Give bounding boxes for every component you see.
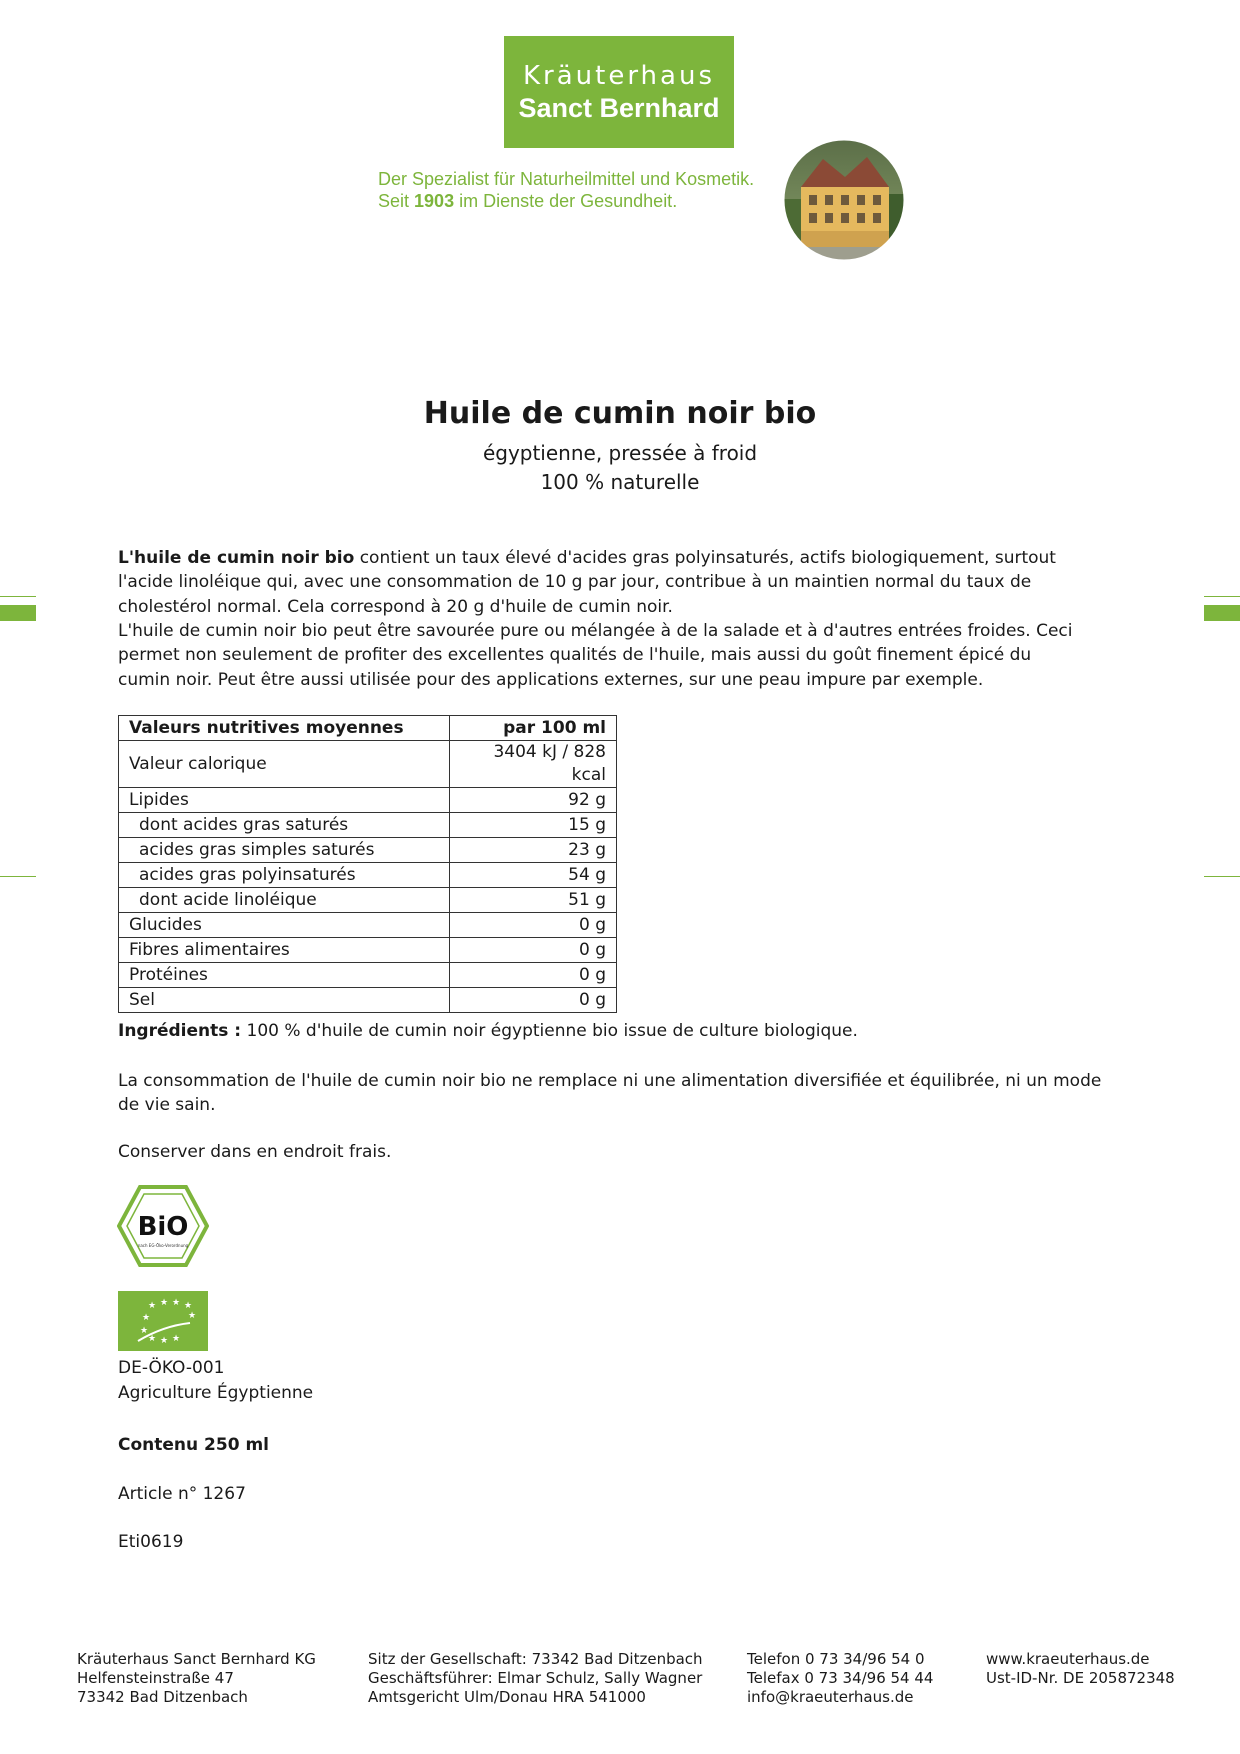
table-row: acides gras polyinsaturés 54 g [119,863,617,888]
product-subtitle-2: 100 % naturelle [540,470,700,494]
product-title: Huile de cumin noir bio [423,396,817,431]
eu-control-code: DE-ÖKO-001 [118,1358,225,1378]
tagline-line1: Der Spezialist für Naturheilmittel und Kosmetik. [378,169,755,189]
description-bold: L'huile de cumin noir bio [118,548,355,568]
svg-text:★: ★ [172,1298,181,1308]
fold-mark-right [1204,605,1240,621]
punch-mark-left [0,876,36,877]
footer-website-link[interactable]: www.kraeuterhaus.de [986,1650,1150,1668]
fold-mark-left-line [0,596,36,597]
table-row: Valeur calorique 3404 kJ / 828 kcal [119,741,617,788]
table-row: Lipides 92 g [119,788,617,813]
brand-logo [504,36,734,148]
ingredients: Ingrédients : 100 % d'huile de cumin noir égyptienne bio issue de culture biologique. [118,1021,858,1041]
svg-text:BiO: BiO [137,1212,189,1242]
svg-text:★: ★ [160,1298,169,1308]
table-row: dont acides gras saturés 15 g [119,813,617,838]
table-header-row [119,716,617,741]
consumption-notice: La consommation de l'huile de cumin noir bio ne remplace ni une alimentation diversifiée et équilibrée, ni un mode de vie sain. [118,1071,1102,1116]
table-row: dont acide linoléique 51 g [119,888,617,913]
table-header-value: par 100 ml [450,716,617,741]
svg-text:★: ★ [184,1301,193,1311]
agriculture-origin: Agriculture Égyptienne [118,1383,314,1403]
footer-legal: Sitz der Gesellschaft: 73342 Bad Ditzenbach Geschäftsführer: Elmar Schulz, Sally Wagner Amtsgericht Ulm/Donau HRA 541000 [368,1650,703,1706]
brand-name-line1: Kräuterhaus [522,61,715,91]
svg-text:nach EG-Öko-Verordnung: nach EG-Öko-Verordnung [137,1243,189,1248]
tagline [378,168,754,212]
footer-contact: Telefon 0 73 34/96 54 0 Telefax 0 73 34/96 54 44 info@kraeuterhaus.de [747,1650,934,1706]
fold-mark-right-line [1204,596,1240,597]
svg-text:★: ★ [140,1326,149,1336]
eu-organic-leaf-icon [118,1291,208,1351]
svg-text:★: ★ [188,1311,197,1321]
ingredients-label: Ingrédients : [118,1021,242,1041]
svg-text:★: ★ [172,1334,181,1344]
content-volume: Contenu 250 ml [118,1435,269,1455]
product-subtitle: égyptienne, pressée à froid [482,441,758,465]
footer-email[interactable]: info@kraeuterhaus.de [747,1688,914,1706]
table-row: acides gras simples saturés 23 g [119,838,617,863]
table-row: Sel 0 g [119,988,617,1013]
bio-seal-icon [117,1185,209,1267]
svg-text:★: ★ [148,1301,157,1311]
nutrition-table [118,715,617,1013]
tagline-line2: Seit 1903 im Dienste der Gesundheit. [378,191,678,211]
fold-mark-left [0,605,36,621]
brand-name-line2: Sanct Bernhard [518,93,720,123]
punch-mark-right [1204,876,1240,877]
svg-text:★: ★ [160,1336,169,1346]
table-row: Fibres alimentaires 0 g [119,938,617,963]
description-paragraph-2: L'huile de cumin noir bio peut être savourée pure ou mélangée à de la salade et à d'autres entrées froides. Ceci permet non seulement de profiter des excellentes qualités de l'huile, mais aussi du goût finement épicé du cumin noir. Peut être aussi utilisée pour des applications externes, sur une peau impure par exemple. [118,621,1073,690]
table-row: Protéines 0 g [119,963,617,988]
storage-instruction: Conserver dans en endroit frais. [118,1142,392,1162]
label-code: Eti0619 [118,1532,184,1552]
svg-text:★: ★ [148,1334,157,1344]
table-header-label: Valeurs nutritives moyennes [119,716,450,741]
footer-company: Kräuterhaus Sanct Bernhard KG Helfensteinstraße 47 73342 Bad Ditzenbach [77,1650,316,1706]
tagline-year: 1903 [414,191,455,211]
footer-web: www.kraeuterhaus.de Ust-ID-Nr. DE 205872348 [986,1650,1175,1687]
table-row: Glucides 0 g [119,913,617,938]
svg-text:★: ★ [142,1313,151,1323]
house-photo [783,139,905,261]
article-number: Article n° 1267 [118,1484,246,1504]
description-paragraph-1: L'huile de cumin noir bio contient un taux élevé d'acides gras polyinsaturés, actifs biologiquement, surtout l'acide linoléique qui, avec une consommation de 10 g par jour, contribue à un maintien normal du taux de cholestérol normal. Cela correspond à 20 g d'huile de cumin noir. [118,548,1056,617]
